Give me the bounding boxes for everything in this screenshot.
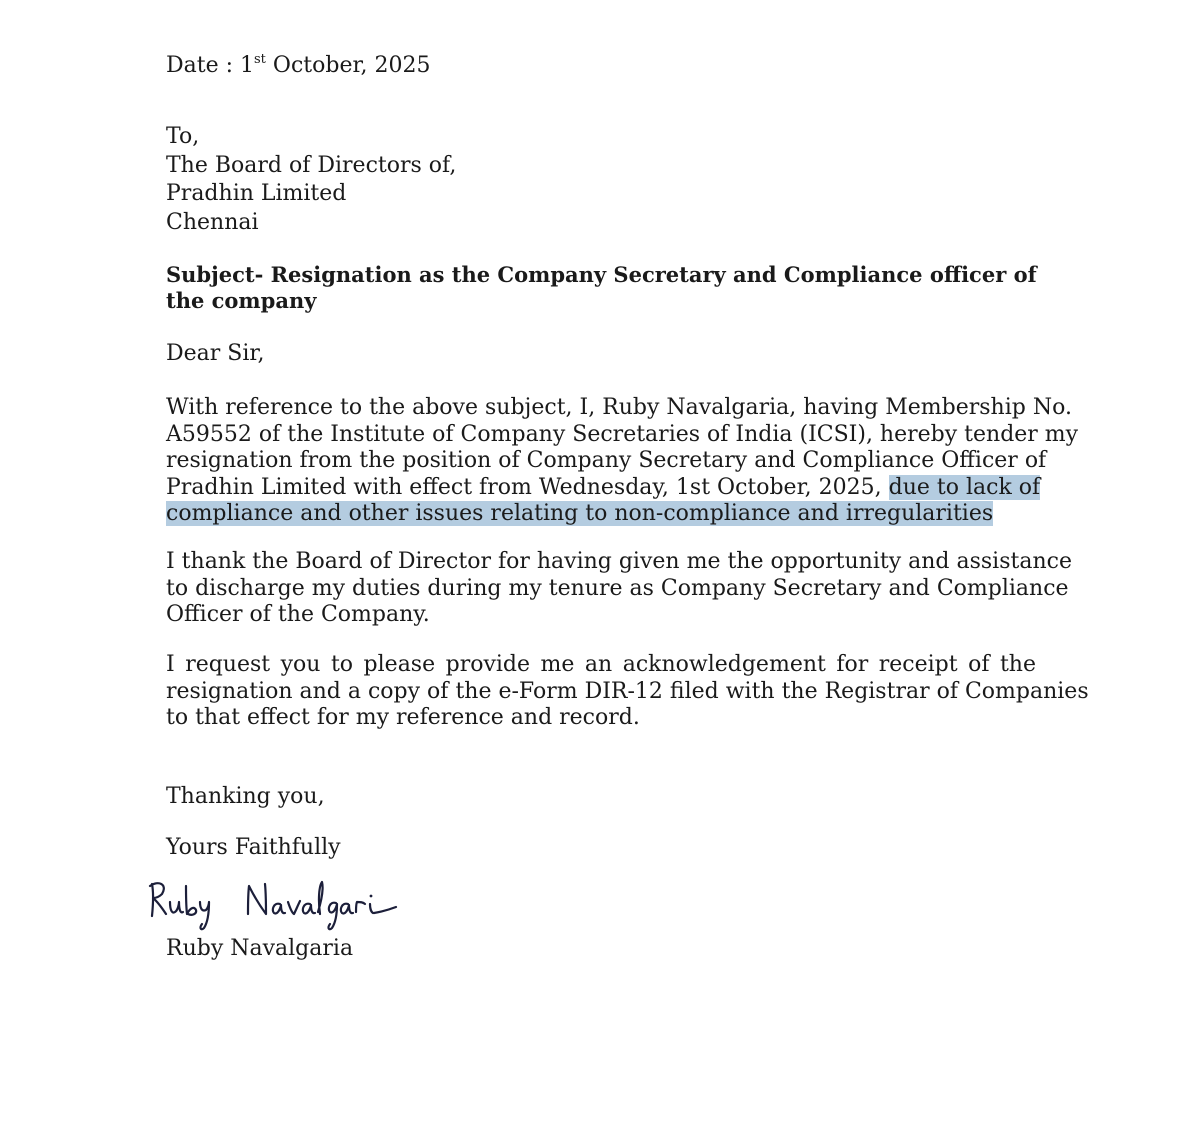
subject-line-1: Subject- Resignation as the Company Secretary and Compliance officer of	[166, 262, 1037, 287]
subject-line-2: the company	[166, 288, 317, 313]
paragraph1-line-5	[166, 501, 1036, 528]
paragraph2-line-2: to discharge my duties during my tenure as Company Secretary and Compliance	[166, 575, 1069, 601]
letter-subject	[166, 262, 1036, 314]
paragraph3-line-2: resignation and a copy of the e-Form DIR-12 filed with the Registrar of Companies	[166, 678, 1089, 704]
paragraph3-line-3: to that effect for my reference and record.	[166, 705, 640, 730]
paragraph2-line-3: Officer of the Company.	[166, 602, 430, 627]
paragraph2-line-1: I thank the Board of Director for having given me the opportunity and assistance	[166, 549, 1072, 574]
highlighted-text: compliance and other issues relating to non-compliance and irregularities	[166, 501, 994, 526]
paragraph1-line-1: With reference to the above subject, I, Ruby Navalgaria, having Membership No.	[166, 395, 1072, 420]
thanking-line: Thanking you,	[166, 784, 325, 809]
signatory-name: Ruby Navalgaria	[166, 936, 354, 961]
signature-text: Ruby Navalgaria	[144, 932, 153, 933]
address-line-to: To,	[166, 124, 200, 149]
paragraph-request	[166, 652, 1089, 732]
address-line-board: The Board of Directors of,	[166, 152, 457, 178]
date-month-year: October, 2025	[265, 53, 431, 78]
paragraph1-line-4-text: Pradhin Limited with effect from Wednesday, 1st October, 2025,	[166, 474, 889, 500]
paragraph1-line-2: A59552 of the Institute of Company Secretaries of India (ICSI), hereby tender my	[166, 421, 1079, 447]
paragraph1-line-3: resignation from the position of Company Secretary and Compliance Officer of	[166, 448, 1047, 473]
salutation: Dear Sir,	[166, 341, 265, 366]
address-line-city: Chennai	[166, 209, 259, 235]
date-ordinal: st	[254, 52, 266, 67]
address-line-company: Pradhin Limited	[166, 181, 347, 206]
letter-date	[166, 52, 431, 79]
paragraph-resignation	[166, 395, 1079, 528]
highlighted-text: due to lack of	[888, 474, 1041, 500]
paragraph3-line-1: I request you to please provide me an acknowledgement for receipt of the	[166, 652, 1036, 677]
closing-line: Yours Faithfully	[166, 835, 341, 860]
date-text: Date : 1	[166, 53, 255, 78]
paragraph-thanks	[166, 549, 1072, 629]
recipient-address	[166, 123, 456, 237]
paragraph1-line-4	[166, 474, 1041, 502]
handwritten-signature	[144, 872, 444, 934]
